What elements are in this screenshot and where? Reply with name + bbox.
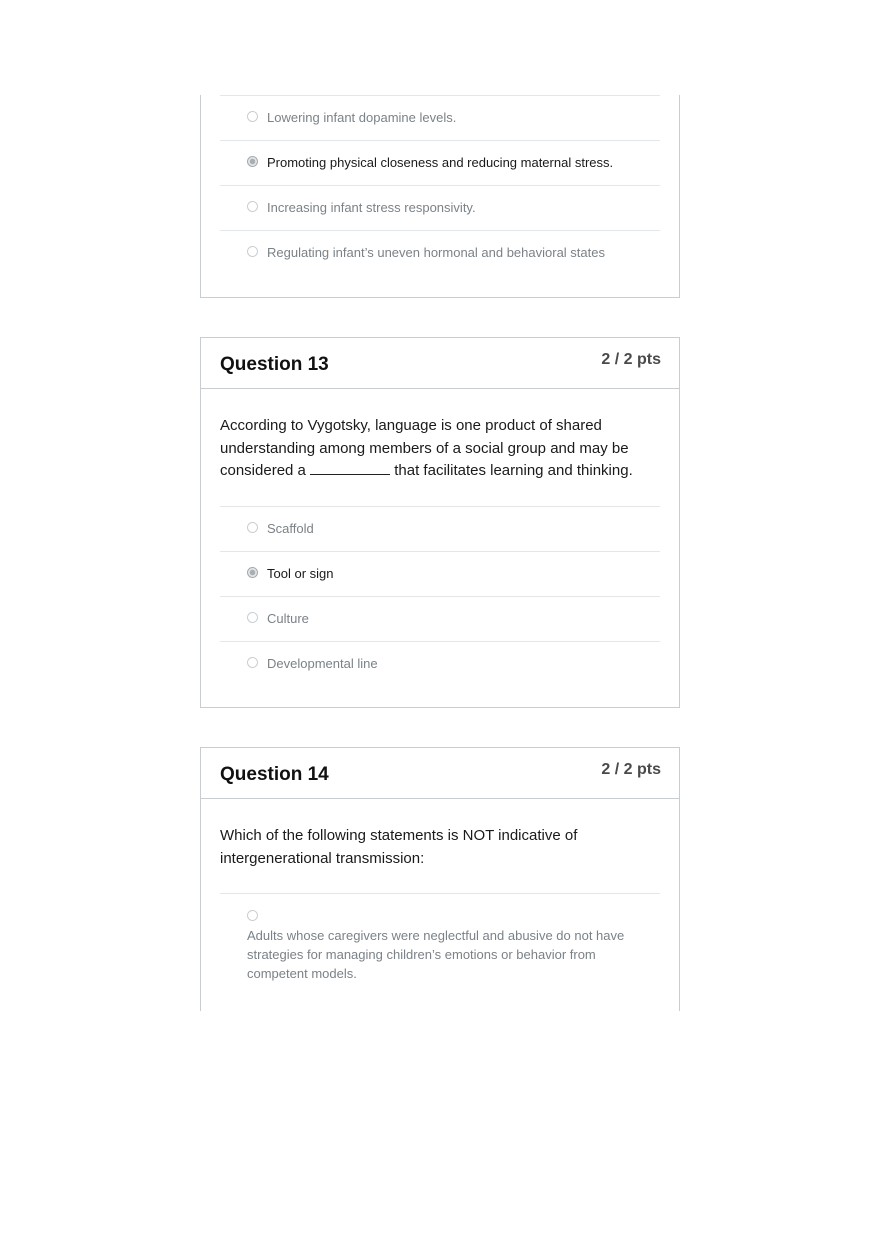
radio-button-selected[interactable] bbox=[247, 567, 258, 578]
radio-button-selected[interactable] bbox=[247, 156, 258, 167]
answer-label: Promoting physical closeness and reducing maternal stress. bbox=[267, 155, 614, 170]
answer-label: Regulating infant’s uneven hormonal and behavioral states bbox=[267, 245, 605, 260]
question-12-card bbox=[200, 95, 680, 298]
radio-button[interactable] bbox=[247, 657, 258, 668]
answer-option-selected[interactable] bbox=[220, 551, 660, 596]
radio-button[interactable] bbox=[247, 522, 258, 533]
question-points: 2 / 2 pts bbox=[601, 761, 661, 778]
answer-label: Increasing infant stress responsivity. bbox=[267, 200, 476, 215]
answer-option[interactable] bbox=[220, 506, 660, 551]
answer-label: Developmental line bbox=[267, 656, 378, 671]
answer-option[interactable] bbox=[220, 230, 660, 275]
question-text-part1: According to Vygotsky, language is one product of shared understanding among members of a social group and may be considered a bbox=[220, 417, 629, 479]
radio-button[interactable] bbox=[247, 246, 258, 257]
radio-button[interactable] bbox=[247, 201, 258, 212]
question-points: 2 / 2 pts bbox=[601, 351, 661, 368]
answer-option[interactable] bbox=[220, 893, 660, 1013]
answer-label: Lowering infant dopamine levels. bbox=[267, 110, 457, 125]
fill-in-blank bbox=[310, 462, 390, 475]
question-header bbox=[201, 748, 679, 799]
question-title: Question 14 bbox=[220, 764, 329, 785]
question-text bbox=[220, 415, 639, 483]
answer-label: Culture bbox=[267, 611, 309, 626]
answer-label: Scaffold bbox=[267, 521, 314, 536]
question-text: Which of the following statements is NOT indicative of intergenerational transmission: bbox=[220, 827, 578, 867]
answer-list bbox=[220, 506, 660, 686]
answer-list bbox=[220, 95, 660, 275]
question-header bbox=[201, 338, 679, 389]
question-text-part2: that facilitates learning and thinking. bbox=[394, 462, 633, 479]
radio-button[interactable] bbox=[247, 612, 258, 623]
answer-option[interactable] bbox=[220, 95, 660, 140]
answer-label: Tool or sign bbox=[267, 566, 334, 581]
question-14-card bbox=[200, 747, 680, 1011]
answer-option[interactable] bbox=[220, 641, 660, 686]
answer-option-selected[interactable] bbox=[220, 140, 660, 185]
answer-option[interactable] bbox=[220, 596, 660, 641]
radio-button[interactable] bbox=[247, 111, 258, 122]
question-title: Question 13 bbox=[220, 354, 329, 375]
answer-list bbox=[220, 893, 660, 1013]
radio-button[interactable] bbox=[247, 910, 258, 921]
answer-label: Adults whose caregivers were neglectful and abusive do not have strategies for managing children’s emotions or behavior from competent models. bbox=[247, 928, 625, 981]
answer-option[interactable] bbox=[220, 185, 660, 230]
question-13-card bbox=[200, 337, 680, 708]
